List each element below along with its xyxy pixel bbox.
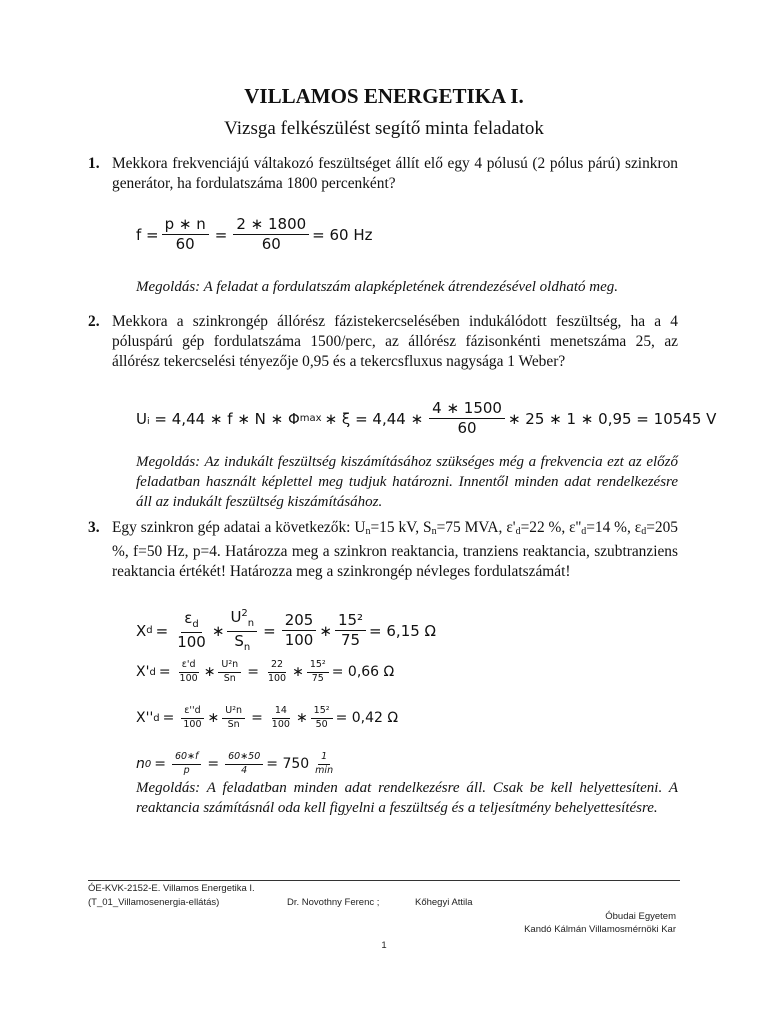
footer-author-1: Dr. Novothny Ferenc ; [287,897,380,908]
multiply-sign: ∗ [203,664,216,681]
subscript: d [641,526,647,537]
subscript: d [149,666,156,678]
fraction [265,660,289,685]
fraction-denominator: 75 [311,672,324,684]
formula-frequency [136,216,373,254]
text-segment: ε'' [569,519,582,536]
text-segment: =15 kV, S [370,519,432,536]
fraction-numerator: 15² [335,612,366,631]
fraction-numerator: 60∗50 [225,752,263,765]
equals-sign: = [247,664,259,681]
text-segment: =75 MVA, ε' [436,519,516,536]
fraction-denominator: 100 [271,718,290,730]
formula-lhs: X'' [136,710,154,727]
fraction-denominator: 4 [241,764,248,776]
fraction [269,706,293,731]
formula-mid: ∗ ξ = 4,44 ∗ [324,409,424,428]
formula-result: = 6,15 Ω [369,621,437,640]
footer-course-code: ÓE-KVK-2152-E. Villamos Energetika I. [88,883,255,894]
subscript: d [153,712,160,724]
fraction-numerator: 14 [272,706,290,719]
fraction [225,752,263,777]
fraction [311,706,333,731]
fraction-numerator: p ∗ n [162,216,209,235]
fraction-numerator: U²n [222,706,245,719]
problem-text [112,518,678,582]
fraction-denominator: 100 [267,672,287,684]
fraction [172,752,201,777]
multiply-sign: ∗ [292,664,304,681]
formula-lhs: X [136,621,147,640]
symbol: U [230,608,242,626]
formula-induced-voltage [136,400,716,438]
text-segment: =14 %, ε [586,519,642,536]
formula-lhs: Uᵢ = 4,44 ∗ f ∗ N ∗ Φ [136,409,300,428]
multiply-sign: ∗ [295,710,308,727]
fraction [174,610,209,651]
fraction-numerator: 15² [311,706,333,719]
formula-result: = 60 Hz [312,225,373,244]
equals-sign: = [162,710,175,727]
footer-divider [88,880,680,881]
subscript: n [431,526,437,537]
fraction [307,660,329,685]
formula-rated-speed [136,752,339,777]
footer-author-2: Kőhegyi Attila [415,897,473,908]
solution-2: Megoldás: Az indukált feszültség kiszámításához szükséges még a frekvencia ezt az előző feladatban használt képlettel meg tudjuk határozni. Innentől minden adat rendelkezésre áll az indukált feszültség kiszámításához. [136,454,678,510]
fraction-numerator [181,610,201,633]
footer-faculty: Kandó Kálmán Villamosmérnöki Kar [524,924,676,935]
fraction-numerator: U²n [218,660,241,673]
fraction [233,216,309,254]
footer-module: (T_01_Villamosenergia-ellátás) [88,897,220,908]
subscript: 0 [144,758,152,770]
subscript: max [299,413,322,425]
fraction-numerator: 4 ∗ 1500 [429,400,505,419]
multiply-sign: ∗ [319,621,332,640]
equals-sign: = [207,756,220,773]
fraction-denominator: 60 [457,419,477,438]
formula-result: = 0,66 Ω [331,664,395,681]
formula-result: = 750 [266,756,310,773]
formula-result: = 0,42 Ω [335,710,399,727]
fraction [162,216,209,254]
problem-text: Mekkora a szinkrongép állórész fázistekercselésében indukálódott feszültség, ha a 4 póluspárú gép fordulatszáma 1500/perc, az állórész fázisonkénti menetszáma 25, az állórész tekercselési tényezője 0,95 és a tekercsfluxus nagysága 1 Weber? [112,313,678,370]
unit-fraction [312,752,336,777]
equals-sign: = [154,756,166,773]
fraction-denominator: 60 [175,235,195,254]
fraction [180,706,204,731]
problem-2 [88,312,678,372]
fraction [227,608,257,653]
fraction [222,706,245,731]
problem-number: 1. [88,155,100,172]
equals-sign: = [158,664,171,681]
formula-subtransient-reactance [136,706,398,731]
fraction-numerator: 60∗f [172,752,201,765]
subscript: n [243,641,251,653]
solution-3: Megoldás: A feladatban minden adat rendelkezésre áll. Csak be kell helyettesíteni. A reaktancia számításnál oda kell figyelni a feszültség és a teljesítmény behelyettesítésre. [136,780,678,816]
document-title: VILLAMOS ENERGETIKA I. [244,84,524,108]
subscript: d [581,526,587,537]
fraction-numerator: 15² [307,660,329,673]
subscript: d [146,625,153,636]
fraction [177,660,201,685]
document-subtitle: Vizsga felkészülést segítő minta feladatok [224,118,544,139]
fraction-denominator: 60 [261,235,281,254]
fraction [218,660,241,685]
fraction [429,400,505,438]
subscript: d [515,526,521,537]
multiply-sign: ∗ [207,710,220,727]
fraction-numerator [227,608,257,632]
fraction-numerator: 22 [268,660,286,673]
fraction-numerator: ε'd [179,660,199,673]
formula-result: ∗ 25 ∗ 1 ∗ 0,95 = 10545 V [507,409,717,428]
fraction-denominator: 100 [177,632,206,651]
formula-lhs: n [136,756,145,773]
symbol: S [234,631,244,650]
problem-text: Mekkora frekvenciájú váltakozó feszültséget állít elő egy 4 pólusú (2 pólus párú) szinkron generátor, ha fordulatszáma 1800 percenként? [112,155,678,192]
equals-sign: = [263,621,276,640]
fraction-numerator: 2 ∗ 1800 [233,216,309,235]
formula-synchronous-reactance [136,608,436,653]
equals-sign: = [155,621,169,640]
fraction-denominator [231,632,253,654]
footer-university: Óbudai Egyetem [605,911,676,922]
fraction-numerator: 205 [282,612,317,631]
fraction [335,612,366,650]
text-segment: =205 %, f=50 Hz, p=4. Határozza meg a szinkron reaktancia, tranziens reaktancia, szubtranziens reaktancia értékét! Határozza meg a szinkrongép névleges fordulatszámát! [112,519,679,580]
fraction-denominator: 50 [315,718,328,730]
problem-3 [88,518,679,582]
fraction-numerator: 1 [318,752,330,765]
superscript: 2 [241,608,248,619]
fraction-denominator: p [183,764,190,776]
equals-sign: = [251,710,263,727]
fraction-denominator: 100 [179,672,198,684]
subscript: n [365,526,371,537]
subscript: d [192,619,199,631]
symbol: ε [184,609,193,628]
problem-number: 3. [88,519,100,536]
fraction-numerator: ε''d [181,706,203,719]
fraction-denominator: 75 [340,631,361,649]
page-number: 1 [381,940,387,951]
fraction-denominator: 100 [284,631,314,649]
fraction-denominator: 100 [183,718,202,730]
formula-lhs: X' [136,664,150,681]
fraction [282,612,317,650]
solution-1: Megoldás: A feladat a fordulatszám alapképletének átrendezésével oldható meg. [136,279,618,295]
multiply-sign: ∗ [211,621,225,640]
text-segment: =22 %, [520,519,566,536]
subscript: n [247,618,255,629]
formula-transient-reactance [136,660,394,685]
formula-lhs: f = [136,225,159,244]
fraction-denominator: min [315,764,334,776]
problem-number: 2. [88,313,100,330]
fraction-denominator: Sn [227,718,240,730]
text-segment: Egy szinkron gép adatai a következők: U [112,519,366,536]
problem-1 [88,154,678,194]
equals-sign: = [214,225,228,244]
fraction-denominator: Sn [223,672,236,684]
